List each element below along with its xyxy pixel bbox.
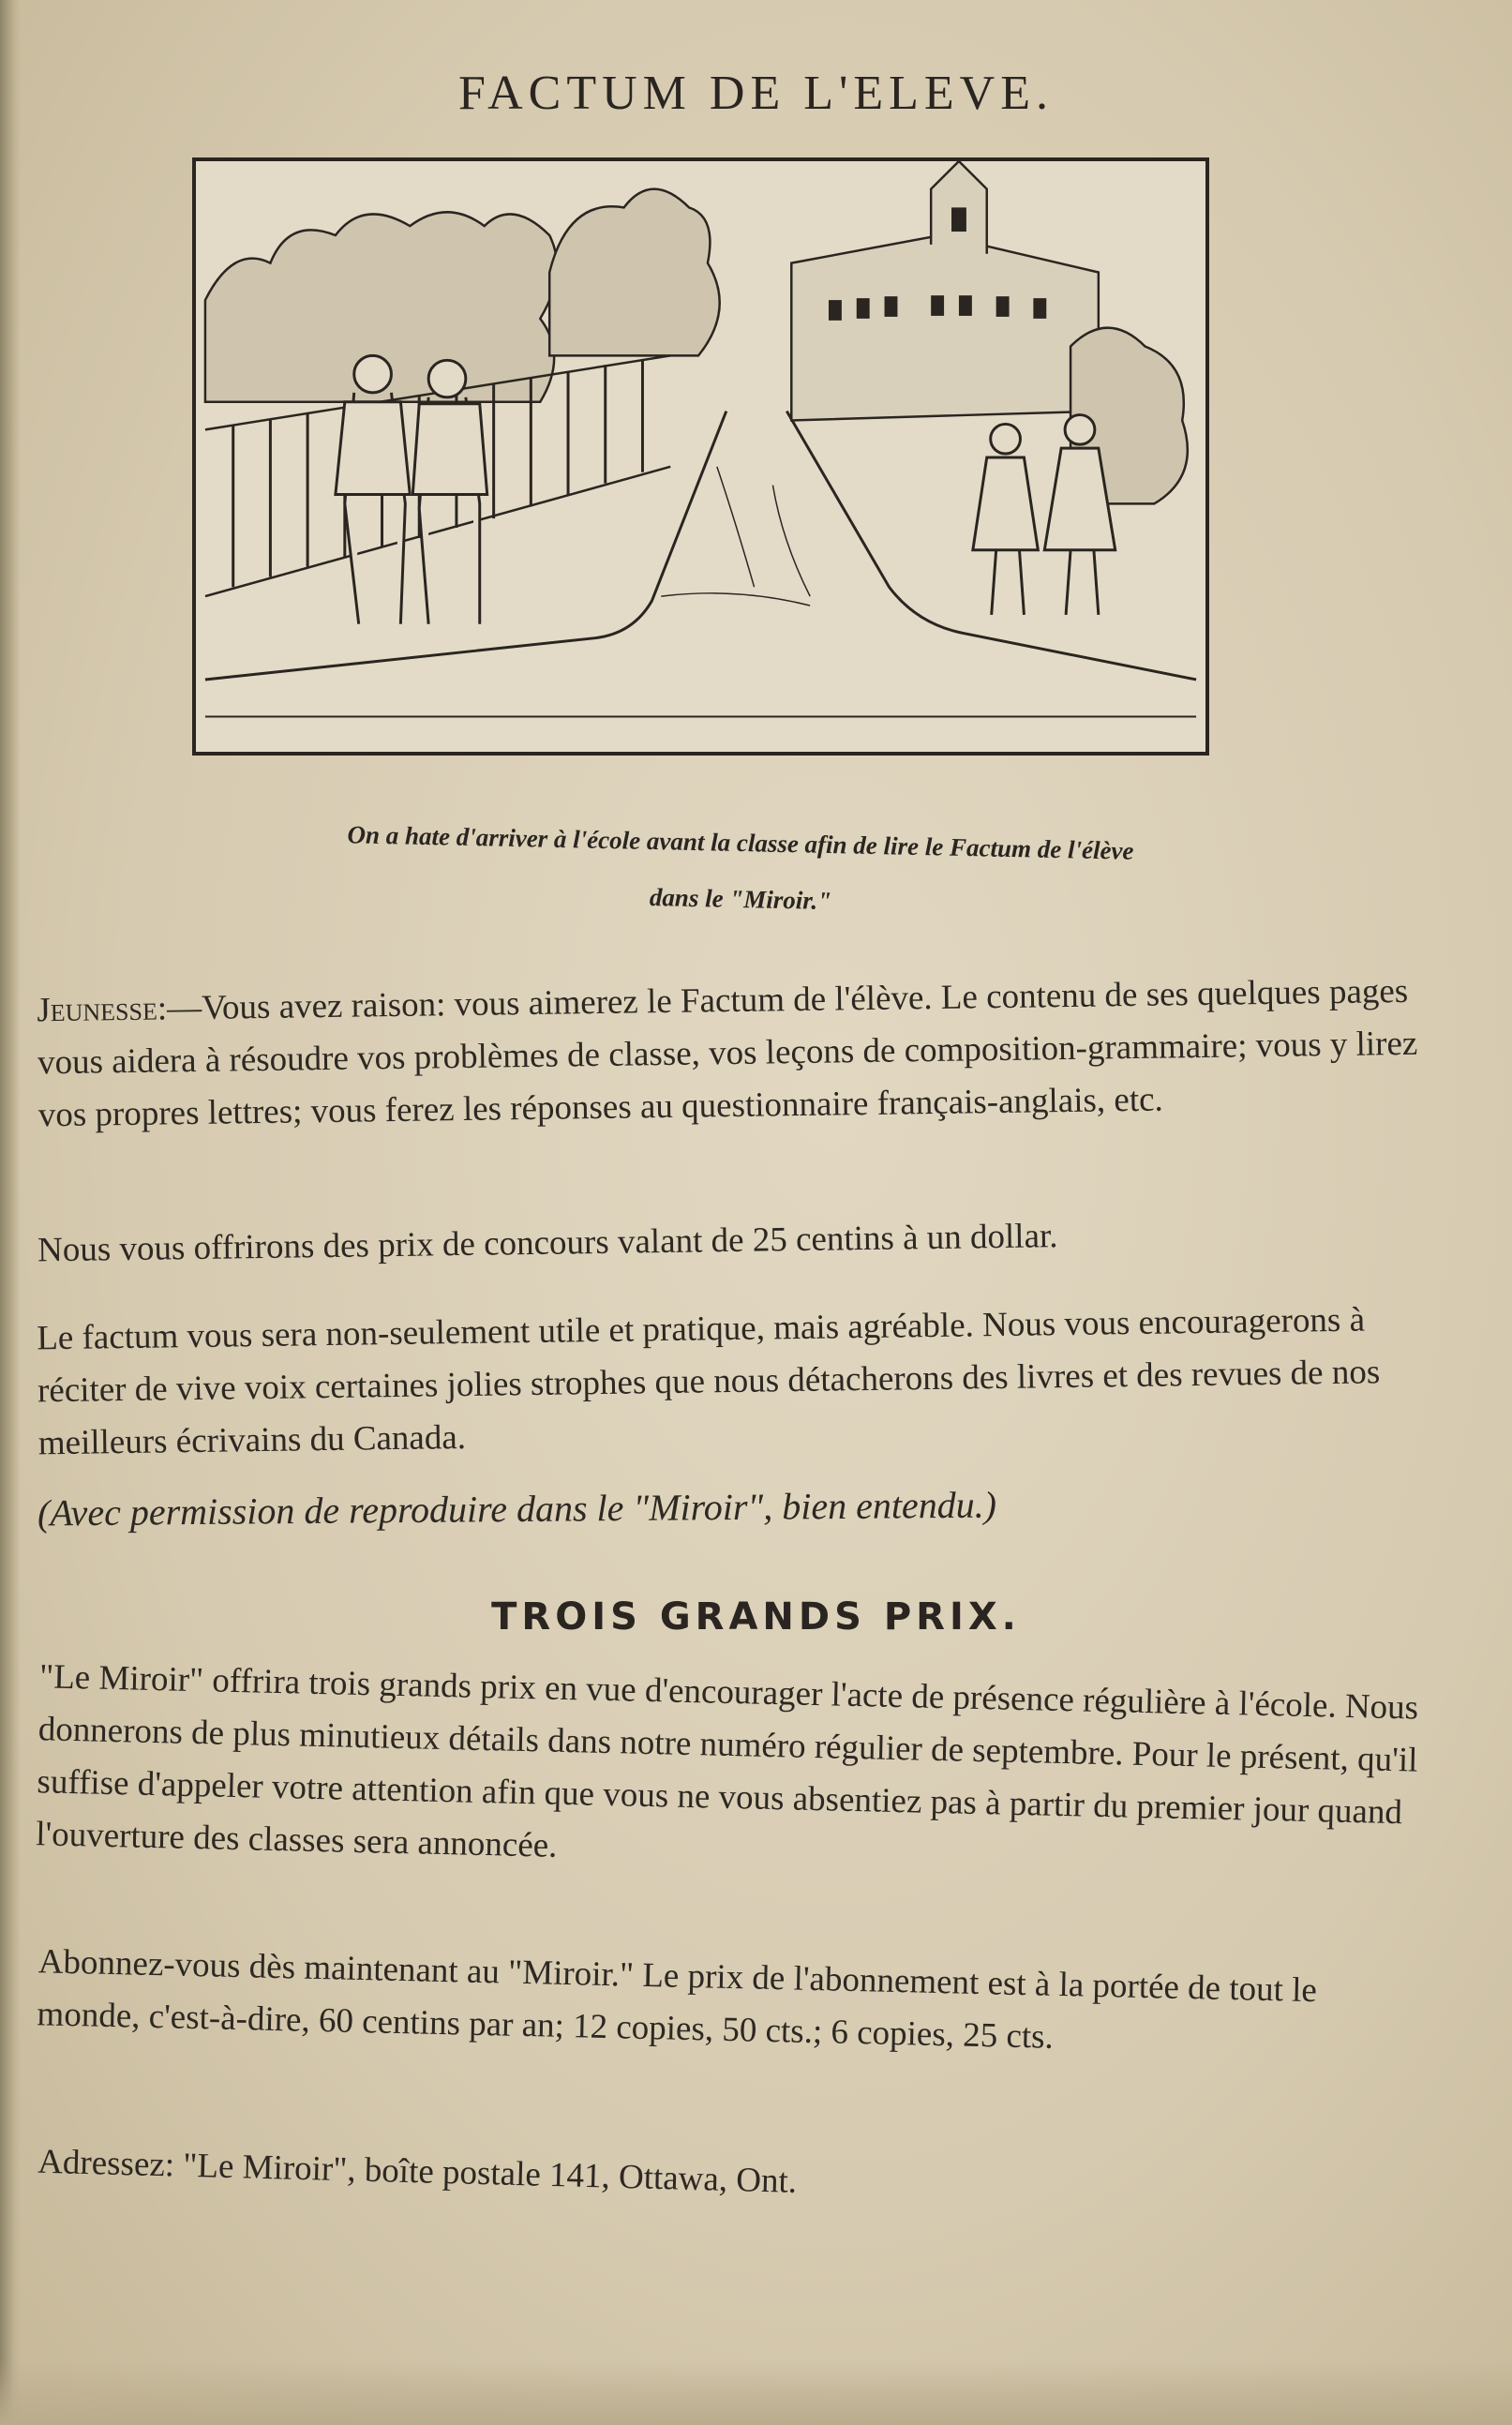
subscribe-paragraph: Abonnez-vous dès maintenant au "Miroir." Le prix de l'abonnement est à la portée de tout le monde, c'est-à-dire, 60 centins par an; 12 copies, 50 cts.; 6 copies, 25 cts. (37, 1942, 1318, 2057)
intro-lead-word: Jeunesse (36, 989, 158, 1030)
prizes-section-paragraph: "Le Miroir" offrira trois grands prix en vue d'encourager l'acte de présence régulière à l'école. Nous donnerons de plus minutieux détails dans notre numéro régulier de septembre. Pour le présent, qu'il suffise d'appeler votre attention afin que vous ne vous absentiez pas à partir du premier jour quand l'ouverture des classes sera annoncée. (35, 1657, 1419, 1865)
address-line: Adressez: "Le Miroir", boîte postale 141, Ottawa, Ont. (37, 2142, 798, 2201)
page-binding-edge (0, 0, 21, 2425)
page-title: FACTUM DE L'ELEVE. (458, 67, 1054, 120)
page-bottom-edge (0, 2359, 1512, 2425)
intro-text: :—Vous avez raison: vous aimerez le Factum de l'élève. Le contenu de ses quelques pages vous aidera à résoudre vos problèmes de classe, vos leçons de composition-grammaire; vous y lirez vos propres lettres; vous ferez les réponses au questionnaire français-anglais, etc. (37, 971, 1418, 1135)
illustration-caption-line1: On a hate d'arriver à l'école avant la classe afin de lire le Factum de l'élève (347, 820, 1134, 865)
school-illustration (192, 157, 1209, 756)
intro-paragraph (37, 966, 1426, 1143)
permission-note: (Avec permission de reproduire dans le "Miroir", bien entendu.) (37, 1483, 997, 1534)
school-engraving-drawing (196, 161, 1205, 752)
illustration-caption-line2: dans le "Miroir." (649, 882, 832, 916)
prizes-paragraph: Nous vous offrirons des prix de concours valant de 25 centins à un dollar. (37, 1217, 1058, 1270)
factum-paragraph: Le factum vous sera non-seulement utile et pratique, mais agréable. Nous vous encouragerons à réciter de vive voix certaines jolies strophes que nous détacherons des livres et des revues de nos meilleurs écrivains du Canada. (36, 1300, 1381, 1463)
section-heading: TROIS GRANDS PRIX. (491, 1595, 1021, 1639)
